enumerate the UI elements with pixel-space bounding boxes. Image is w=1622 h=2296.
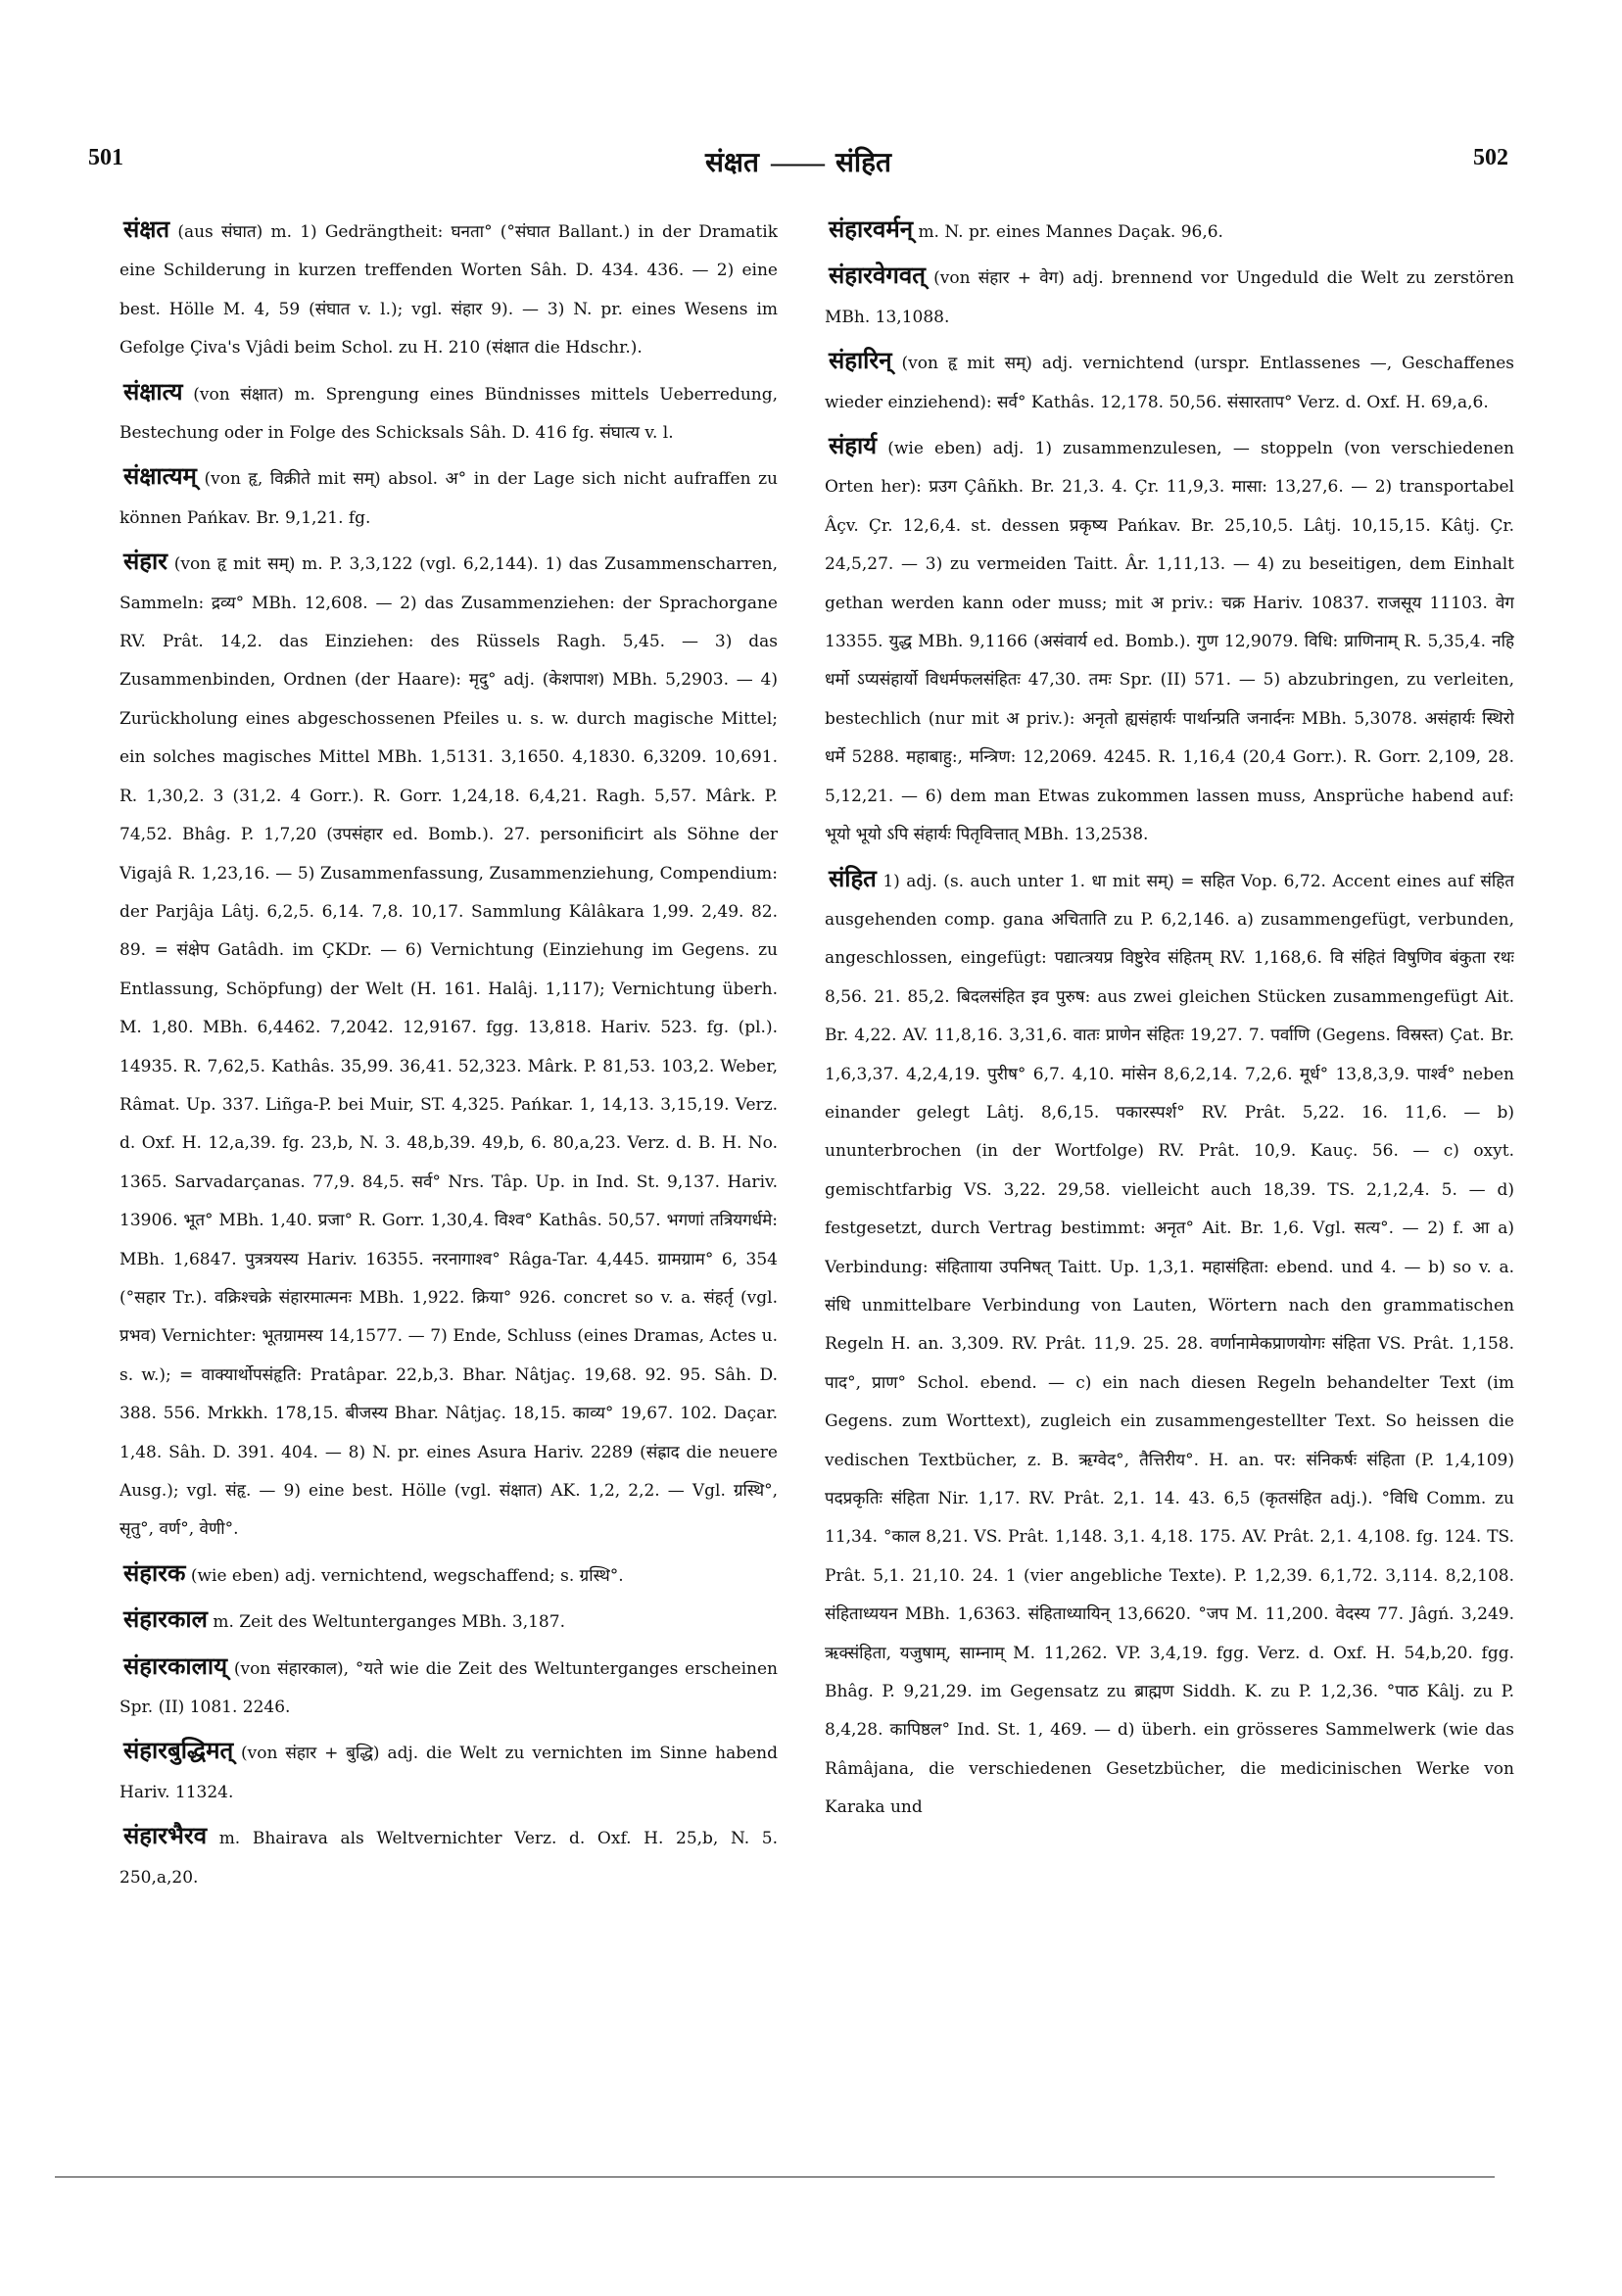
entry-lemma: संहारक xyxy=(123,1557,186,1587)
entry-text: m. Bhairava als Weltvernichter Verz. d. Oxf. H. 25,b, N. 5. 250,a,20. xyxy=(119,1829,778,1888)
entry-text: (von संक्षात) m. Sprengung eines Bündnisses mittels Ueberredung, Bestechung oder in Folge des Schicksals Sâh. D. 416 fg. संघात्य v. l. xyxy=(119,384,778,444)
entry-text: (wie eben) adj. 1) zusammenzulesen, — stoppeln (von verschiedenen Orten her): प्रउग Çâñkh. Br. 21,3. 4. Çr. 11,9,3. मासा: 13,27,6. — 2) transportabel Âçv. Çr. 12,6,4. st. dessen प्रकृष्य Pańkav. Br. 25,10,5. Lâtj. 10,15,15. Kâtj. Çr. 24,5,27. — 3) zu vermeiden Taitt. Âr. 1,11,13. — 4) zu beseitigen, dem Einhalt gethan werden kann oder muss; mit अ priv.: चक्र Hariv. 10837. राजसूय 11103. वेग 13355. युद्ध MBh. 9,1166 (असंवार्य ed. Bomb.). गुण 12,9079. विधि: प्राणिनाम् R. 5,35,4. नहि धर्मो ऽप्यसंहार्यो विधर्मफलसंहितः 47,30. तमः Spr. (II) 571. — 5) abzubringen, zu verleiten, bestechlich (nur mit अ priv.): अनृतो ह्यसंहार्यः पार्थान्प्रति जनार्दनः MBh. 5,3078. असंहार्यः स्थिरो धर्मे 5288. महाबाहु:, मन्त्रिण: 12,2069. 4245. R. 1,16,4 (20,4 Gorr.). R. Gorr. 2,109, 28. 5,12,21. — 6) dem man Etwas zukommen lassen muss, Ansprüche habend auf: भूयो भूयो ऽपि संहार्यः पितृवित्तात् MBh. 13,2538. xyxy=(825,439,1514,845)
entry-text: m. N. pr. eines Mannes Daçak. 96,6. xyxy=(918,222,1223,242)
dictionary-entry xyxy=(119,1816,778,1897)
entry-text: (von संहारकाल), °यते wie die Zeit des Weltunterganges erscheinen Spr. (II) 1081. 2246. xyxy=(119,1658,778,1718)
entry-text: 1) adj. (s. auch unter 1. धा mit सम्) = सहित Vop. 6,72. Accent eines auf संहित ausgehenden comp. gana अचिताति zu P. 6,2,146. a) zusammengefügt, verbunden, angeschlossen, eingefügt: पद्यात्त्रयप्र विष्टुरेव संहितम् RV. 1,168,6. वि संहितं विषुणिव बंकुता रथः 8,56. 21. 85,2. बिदलसंहित इव पुरुष: aus zwei gleichen Stücken zusammengefügt Ait. Br. 4,22. AV. 11,8,16. 3,31,6. वातः प्राणेन संहितः 19,27. 7. पर्वाणि (Gegens. विस्रस्त) Çat. Br. 1,6,3,37. 4,2,4,19. पुरीष° 6,7. 4,10. मांसेन 8,6,2,14. 7,2,6. मूर्ध° 13,8,3,9. पार्श्व° neben einander gelegt Lâtj. 8,6,15. पकारस्पर्श° RV. Prât. 5,22. 16. 11,6. — b) ununterbrochen (in der Wortfolge) RV. Prât. 10,9. Kauç. 56. — c) oxyt. gemischtfarbig VS. 3,22. 29,58. vielleicht auch 18,39. TS. 2,1,2,4. 5. — d) festgesetzt, durch Vertrag bestimmt: अनृत° Ait. Br. 1,6. Vgl. सत्य°. — 2) f. आ a) Verbindung: संहितााया उपनिषत् Taitt. Up. 1,3,1. महासंहिता: ebend. und 4. — b) so v. a. संधि unmittelbare Verbindung von Lauten, Wörtern nach den grammatischen Regeln H. an. 3,309. RV. Prât. 11,9. 25. 28. वर्णानामेकप्राणयोगः संहिता VS. Prât. 1,158. पाद°, प्राण° Schol. ebend. — c) ein nach diesen Regeln behandelter Text (im Gegens. zum Worttext), zugleich ein zusammengestellter Text. So heissen die vedischen Textbücher, z. B. ऋग्वेद°, तैत्तिरीय°. H. an. पर: संनिकर्षः संहिता (P. 1,4,109) पदप्रकृतिः संहिता Nir. 1,17. RV. Prât. 2,1. 14. 43. 6,5 (कृतसंहित adj.). °विधि Comm. zu 11,34. °काल 8,21. VS. Prât. 1,148. 3,1. 4,18. 175. AV. Prât. 2,1. 4,108. fg. 124. TS. Prât. 5,1. 21,10. 24. 1 (vier angebliche Texte). P. 1,2,39. 6,1,72. 3,114. 8,2,108. संहिताध्ययन MBh. 1,6363. संहिताध्यायिन् 13,6620. °जप M. 11,200. वेदस्य 77. Jâgń. 3,249. ऋक्संहिता, यजुषाम्, साम्नाम् M. 11,262. VP. 3,4,19. fgg. Verz. d. Oxf. H. 54,b,20. fgg. Bhâg. P. 9,21,29. im Gegensatz zu ब्राह्मण Siddh. K. zu P. 1,2,36. °पाठ Kâlj. zu P. 8,4,28. कापिष्ठल° Ind. St. 1, 469. — d) überh. ein grösseres Sammelwerk (wie das Râmâjana, die verschiedenen Gesetzbücher, die medicinischen Werke von Karaka und xyxy=(825,871,1514,1818)
page-header xyxy=(88,145,1508,188)
entry-lemma: संक्षत xyxy=(123,215,170,243)
dictionary-entry xyxy=(825,426,1514,854)
entry-lemma: संहारकाल xyxy=(123,1604,208,1634)
dictionary-entry xyxy=(119,456,778,538)
dictionary-entry xyxy=(119,372,778,454)
entry-lemma: संहारवर्मन् xyxy=(829,215,914,243)
running-title xyxy=(88,143,1508,180)
entry-lemma: संहारभैरव xyxy=(123,1821,208,1850)
right-column xyxy=(825,210,1514,2095)
dictionary-entry xyxy=(119,1554,778,1596)
dictionary-entry xyxy=(825,859,1514,1828)
dictionary-entry xyxy=(119,542,778,1550)
entry-text: (von हृ, विक्रीते mit सम्) absol. अ° in der Lage sich nicht aufraffen zu können Pańkav. Br. 9,1,21. fg. xyxy=(119,469,778,528)
page-number-right: 502 xyxy=(1473,145,1508,170)
entry-lemma: संहार xyxy=(123,547,167,576)
entry-text: (von हृ mit सम्) m. P. 3,3,122 (vgl. 6,2,144). 1) das Zusammenscharren, Sammeln: द्रव्य° MBh. 12,608. — 2) das Zusammenziehen: der Sprachorgane RV. Prât. 14,2. das Einziehen: des Rüssels Ragh. 5,45. — 3) das Zusammenbinden, Ordnen (der Haare): मृदु° adj. (केशपाश) MBh. 5,2903. — 4) Zurückholung eines abgeschossenen Pfeiles u. s. w. durch magische Mittel; ein solches magisches Mittel MBh. 1,5131. 3,1650. 4,1830. 6,3209. 10,691. R. 1,30,2. 3 (31,2. 4 Gorr.). R. Gorr. 1,24,18. 6,4,21. Ragh. 5,57. Mârk. P. 74,52. Bhâg. P. 1,7,20 (उपसंहार ed. Bomb.). 27. personificirt als Söhne der Vigajâ R. 1,23,16. — 5) Zusammenfassung, Zusammenziehung, Compendium: der Parjâja Lâtj. 6,2,5. 6,14. 7,8. 10,17. Sammlung Kâlâkara 1,99. 2,49. 82. 89. = संक्षेप Gatâdh. im ÇKDr. — 6) Vernichtung (Einziehung im Gegens. zu Entlassung, Schöpfung) der Welt (H. 161. Halâj. 1,117); Vernichtung überh. M. 1,80. MBh. 6,4462. 7,2042. 12,9167. fgg. 13,818. Hariv. 523. fg. (pl.). 14935. R. 7,62,5. Kathâs. 35,99. 36,41. 52,323. Mârk. P. 81,53. 103,2. Weber, Râmat. Up. 337. Liñga-P. bei Muir, ST. 4,325. Pańkar. 1, 14,13. 3,15,19. Verz. d. Oxf. H. 12,a,39. fg. 23,b, N. 3. 48,b,39. 49,b, 6. 80,a,23. Verz. d. B. H. No. 1365. Sarvadarçanas. 77,9. 84,5. सर्व° Nrs. Tâp. Up. in Ind. St. 9,137. Hariv. 13906. भूत° MBh. 1,40. प्रजा° R. Gorr. 1,30,4. विश्व° Kathâs. 50,57. भगणां तत्रियगर्धमे: MBh. 1,6847. पुत्रत्रयस्य Hariv. 16355. नरनागाश्व° Râga-Tar. 4,445. ग्रामग्राम° 6, 354 (°सहार Tr.). वक्रिश्चक्रे संहारमात्मनः MBh. 1,922. क्रिया° 926. concret so v. a. संहर्तृ (vgl. प्रभव) Vernichter: भूतग्रामस्य 14,1577. — 7) Ende, Schluss (eines Dramas, Actes u. s. w.); = वाक्यार्थोपसंहृति: Pratâpar. 22,b,3. Bhar. Nâtjaç. 19,68. 92. 95. Sâh. D. 388. 556. Mrkkh. 178,15. बीजस्य Bhar. Nâtjaç. 18,15. काव्य° 19,67. 102. Daçar. 1,48. Sâh. D. 391. 404. — 8) N. pr. eines Asura Hariv. 2289 (संह्राद die neuere Ausg.); vgl. संहृ. — 9) eine best. Hölle (vgl. संक्षात) AK. 1,2, 2,2. — Vgl. ग्रस्थि°, सृतु°, वर्ण°, वेणी°. xyxy=(119,554,778,1540)
entry-text: (aus संघात) m. 1) Gedrängtheit: घनता° (°संघात Ballant.) in der Dramatik eine Schilderung in kurzen treffenden Worten Sâh. D. 434. 436. — 2) eine best. Hölle M. 4, 59 (संघात v. l.); vgl. संहार 9). — 3) N. pr. eines Wesens im Gefolge Çiva's Vjâdi beim Schol. zu H. 210 (संक्षात die Hdschr.). xyxy=(119,222,778,359)
entry-lemma: संक्षात्य xyxy=(123,376,183,406)
dictionary-entry xyxy=(119,1600,778,1642)
dictionary-entry xyxy=(119,1647,778,1728)
entry-lemma: संहित xyxy=(829,863,877,892)
page-number-left: 501 xyxy=(88,145,123,170)
entry-text: (von हृ mit सम्) adj. vernichtend (urspr. Entlassenes —, Geschaffenes wieder einziehend): सर्व° Kathâs. 12,178. 50,56. संसारताप° Verz. d. Oxf. H. 69,a,6. xyxy=(825,354,1514,412)
entry-text: (von संहार + बुद्धि) adj. die Welt zu vernichten im Sinne habend Hariv. 11324. xyxy=(119,1744,778,1802)
entry-text: m. Zeit des Weltunterganges MBh. 3,187. xyxy=(213,1612,565,1633)
dictionary-entry xyxy=(825,341,1514,422)
dictionary-entry xyxy=(825,256,1514,337)
entry-lemma: संहारवेगवत् xyxy=(829,261,926,290)
entry-lemma: संहारिन् xyxy=(829,346,892,375)
running-title-left: संक्षत xyxy=(705,148,759,178)
entry-text: (von संहार + वेग) adj. brennend vor Ungeduld die Welt zu zerstören MBh. 13,1088. xyxy=(825,268,1514,327)
bottom-rule xyxy=(55,2176,1495,2177)
dictionary-entry xyxy=(825,210,1514,252)
running-title-right: संहित xyxy=(835,148,891,178)
dictionary-entry xyxy=(119,1731,778,1812)
entry-lemma: संक्षात्यम् xyxy=(123,461,197,491)
dictionary-entry xyxy=(119,210,778,368)
entry-text: (wie eben) adj. vernichtend, wegschaffend; s. ग्रस्थि°. xyxy=(190,1565,624,1586)
entry-lemma: संहारबुद्धिमत् xyxy=(123,1736,234,1765)
entry-lemma: संहारकालाय् xyxy=(123,1650,228,1680)
running-title-dash: —— xyxy=(770,148,824,178)
entry-lemma: संहार्य xyxy=(829,431,878,460)
left-column xyxy=(119,210,778,2081)
